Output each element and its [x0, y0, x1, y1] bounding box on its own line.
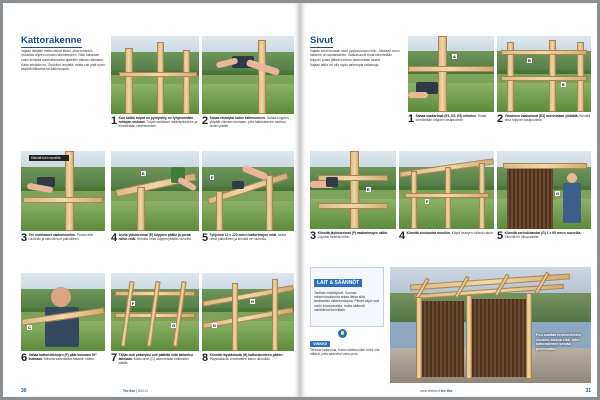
label-h: H — [251, 299, 254, 304]
step-3-caption: 3 Tee nurkkatuet vaakarimoihin. Poraa reiät ruuveille ja kiinnitä tuet paikoilleen. — [21, 232, 93, 244]
side-step-1-caption: 1 Sahaa vaakarimat (E1, E2, E3) mitoiksi. Rimat kiinnitetään tolppien sisäpuolelle. — [408, 113, 487, 125]
step-5-caption: 5 Tyhjennä 12 x 120 mm:n kattorimojen reiät. Aseta rimat paikoilleen ja kiinnitä ne ruuveilla. — [202, 232, 287, 244]
intro-text — [21, 49, 105, 72]
label-f: F — [426, 199, 429, 204]
step-1-caption: 1 Kun kaikki tolpat on pystytetty, ne tyhjennetään mittojen mukaan. Tolpat sahataan määräpituuteen ja kiinnitetään rakenteeseen. — [111, 115, 198, 129]
label-a: A — [453, 54, 456, 59]
photo-step-5 — [202, 151, 294, 231]
label-g: G — [556, 191, 560, 196]
photo-side-step-2 — [497, 36, 591, 112]
magazine-spread — [3, 3, 597, 397]
side-step-5-caption: 5 Kiinnitä verhoilulaudat (G) 1 x 60 mm:n ruuveilla. Kiinnitä ne ulkopuolelle. — [497, 230, 582, 242]
photo-caption-overlay: Puu saattaa ensimmäisten vuosien aikana elää. Näin kattorakenne kestää pidempään. — [536, 333, 582, 351]
label-g: G — [172, 323, 176, 328]
page-number: 31 — [585, 388, 591, 394]
photo-step-4 — [111, 151, 199, 231]
step-3-callout: Kiinnitä tuet ruuveilla — [29, 155, 69, 161]
tip-text: Tarkista kaltevuus. Katon kaltevuuden tulee olla riittävä, jotta sadevesi valuu pois. — [310, 348, 380, 357]
section-title: Sivut — [310, 35, 334, 46]
intro-text — [310, 49, 402, 68]
rules-box-heading: LAIT & SÄÄNNÖT — [314, 279, 362, 287]
label-b: B — [528, 58, 531, 63]
photo-step-8 — [202, 273, 294, 351]
label-f: F — [211, 175, 214, 180]
photo-step-6 — [21, 273, 105, 351]
right-page — [300, 3, 597, 397]
step-8-caption: 8 Kiinnitä räystäslauta (H) kattorakenteen päihin. Räystäslauta viimeistelee katon ulkonäön. — [202, 352, 284, 364]
side-step-3-caption: 3 Kiinnitä jäykisterimat (F) vaakarimojen väliin. Lopuksi tarkista mitat. — [310, 230, 389, 242]
photo-side-step-5 — [497, 151, 591, 229]
section-title: Kattorakenne — [21, 35, 82, 46]
label-e: E — [367, 187, 370, 192]
finished-shed-photo — [390, 267, 591, 383]
rules-box-text: Tarkista määräykset. Kunnan rakennusvalvonta antaa tietoa siitä, tarvitaanko rakennuslupaa. Pienet vajat ovat usein luvanvaraisia, mutta säännöt vaihtelevat kunnittain. — [314, 291, 379, 312]
photo-step-3 — [21, 151, 105, 231]
label-e: E — [142, 171, 145, 176]
label-e: E — [562, 82, 565, 87]
step-4-caption: 4 Aseta yläsiderimat (E) tolppien päälle ja poraa niihin reiät. Kiinnitä rimat tolppiin pitkillä ruuveilla. — [111, 232, 192, 244]
step-7-caption: 7 Tähän asti päästyäsi voit päättää mitä katteeksi laitetaan. Katto-orret (G) asennetaan ristikoiden päälle. — [111, 352, 193, 366]
folio: Tee itse | 3/2013 — [123, 389, 148, 393]
intro-paragraph: Vajaan lattia voi olla myös tarkempia ratkaisuja. — [310, 62, 380, 67]
intro-paragraph: Vajaan sivut kootaan sivut pystysuoraan riviin. Jokaisen sivun rakenne on samanlainen. Vaakasuorat rimat kiinnitetään tolppiin, jonka jälkeen sivuun asennetaan laudat. — [310, 49, 400, 62]
label-c: C — [28, 325, 31, 330]
photo-side-step-4 — [399, 151, 494, 229]
folio: www.teeitse.fi tee itse — [420, 389, 453, 393]
tip-heading: VINKKI! — [310, 341, 330, 347]
photo-step-2 — [202, 36, 294, 114]
left-page — [3, 3, 300, 397]
photo-side-step-1 — [408, 36, 494, 112]
side-step-4-caption: 4 Kiinnitä sivulaudat rimoihin. Käytä lautojen välissä rakoa. — [399, 230, 494, 242]
label-f: F — [132, 301, 135, 306]
step-6-caption: 6 Sahaa kattoristikkojen (F) päät kulmaan 30° kulmaan. Kiinnitä kattoristikot tasaisin välein. — [21, 352, 97, 364]
page-number: 30 — [21, 388, 27, 394]
intro-paragraph: Vajaan tekijälle melko tarkat tiedot, joka kuitenkin muuntaa ohjeen omaan rakenteeseen. Näin katoksen ensin kiinteää suurirakennetta ajatellen oikean ratkaisun. — [21, 49, 104, 62]
side-step-2-caption: 2 Viimeisen vaakarimat (E2) asennetaan ylhäältä. Kiinnitä rima tolppien sisäpuolelle. — [497, 113, 591, 125]
lightbulb-icon — [338, 329, 347, 338]
photo-step-1 — [111, 36, 199, 114]
label-d: D — [213, 323, 216, 328]
step-2-caption: 2 Sahaa etutolpat katon kaltevuuteen. Sahaa tolppien yläpäät oikeaan kulmaan, jotta kattorakenne asettuu niiden päälle. — [202, 115, 289, 129]
photo-step-7 — [111, 273, 199, 351]
intro-paragraph: Katto tehdään ns. Onduline-levyistä, mutta voit yhtä hyvin käyttää tiilikattoa tai kattohuopaa. — [21, 62, 105, 72]
rules-box — [310, 267, 384, 327]
photo-side-step-3 — [310, 151, 396, 229]
